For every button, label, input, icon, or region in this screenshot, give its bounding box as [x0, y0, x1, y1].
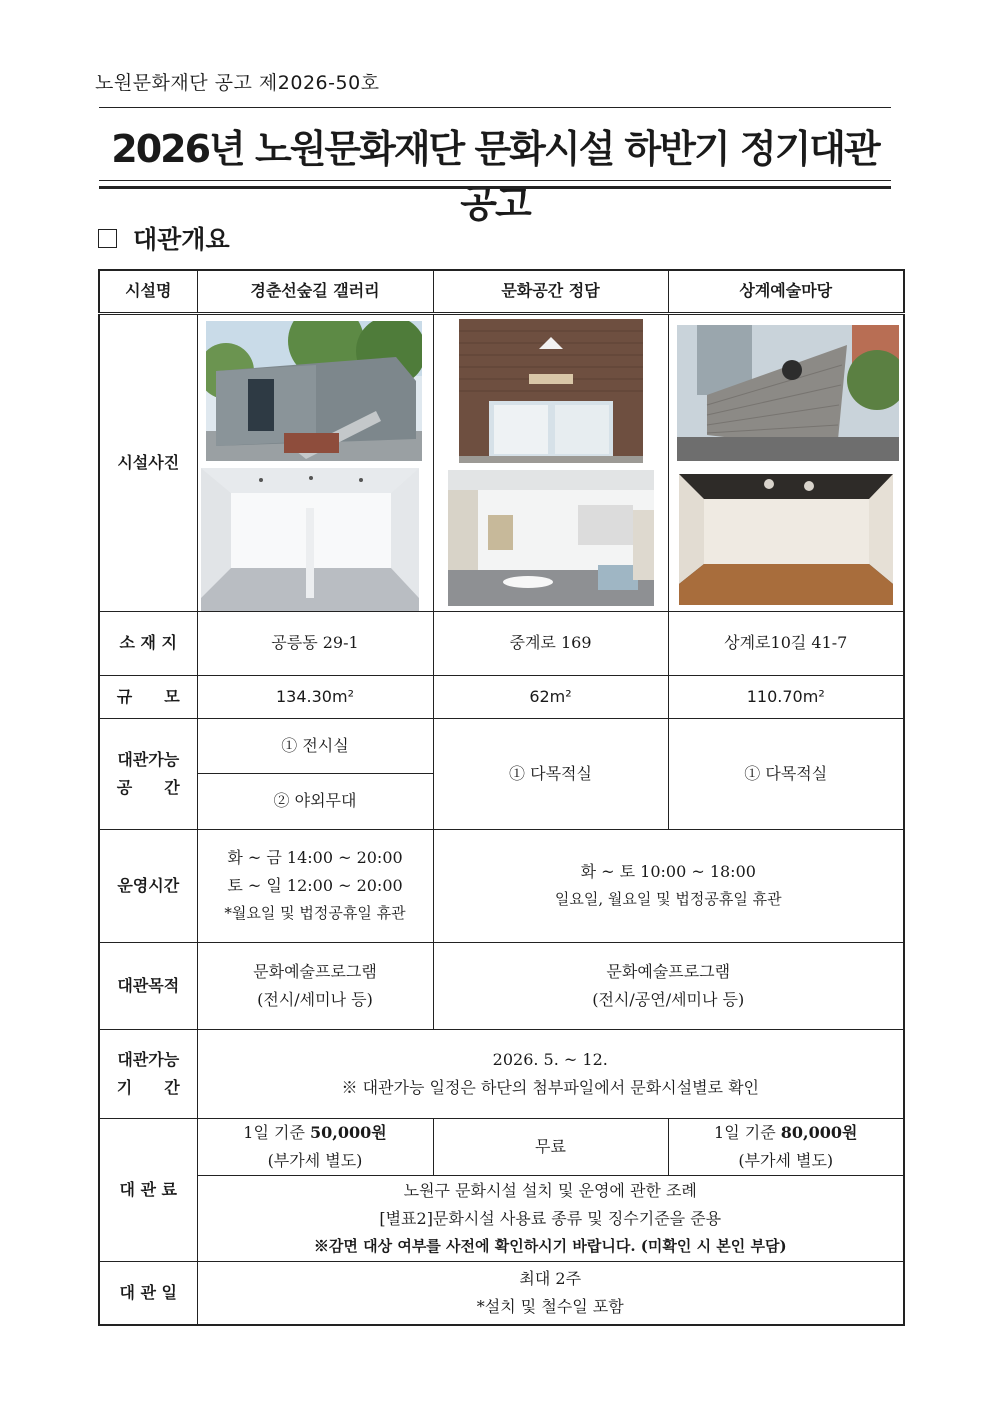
purpose-gallery	[197, 942, 433, 1029]
photo-gallery-exterior	[206, 321, 422, 461]
fee-sanggye-amount-line	[669, 1119, 904, 1147]
row-label-days: 대 관 일	[99, 1261, 197, 1325]
fee-jeongdam: 무료	[433, 1118, 668, 1175]
rental-days-max: 최대 2주	[519, 1268, 582, 1288]
space-jeongdam: ① 다목적실	[433, 718, 668, 829]
hours-gallery-weekday: 화 ~ 금 14:00 ~ 20:00	[227, 848, 403, 868]
row-label-hours: 운영시간	[99, 829, 197, 942]
col-header-facility: 시설명	[99, 270, 197, 313]
hours-others	[433, 829, 904, 942]
row-label-photos: 시설사진	[99, 313, 197, 611]
photo-sanggye-interior	[679, 474, 893, 605]
row-label-period-line1: 대관가능	[117, 1049, 180, 1069]
row-label-fee: 대 관 료	[99, 1118, 197, 1261]
fee-gallery-note: (부가세 별도)	[267, 1150, 363, 1170]
fee-gallery-amount-line	[198, 1119, 433, 1147]
title-divider-bottom	[99, 180, 891, 181]
fee-rules-line1: 노원구 문화시설 설치 및 운영에 관한 조례	[403, 1180, 697, 1200]
fee-row-1	[99, 1118, 904, 1175]
photo-jeongdam-exterior	[459, 319, 643, 463]
location-gallery: 공릉동 29-1	[197, 611, 433, 675]
size-gallery: 134.30m²	[197, 675, 433, 718]
fee-gallery-prefix: 1일 기준	[243, 1122, 311, 1142]
space-gallery-1: ① 전시실	[197, 718, 433, 773]
title-divider-bottom-thick	[99, 186, 891, 189]
fee-rules	[197, 1175, 904, 1261]
purpose-others-line1: 문화예술프로그램	[606, 961, 731, 981]
notice-number: 노원문화재단 공고 제2026-50호	[95, 72, 380, 94]
hours-others-closed: 일요일, 월요일 및 법정공휴일 휴관	[554, 890, 782, 909]
facility-name-gallery: 경춘선숲길 갤러리	[197, 270, 433, 313]
row-label-size: 규 모	[99, 675, 197, 718]
size-sanggye: 110.70m²	[668, 675, 904, 718]
row-label-space-line2: 공 간	[116, 777, 180, 797]
section-heading	[98, 220, 230, 256]
location-sanggye: 상계로10길 41-7	[668, 611, 904, 675]
days-row	[99, 1261, 904, 1325]
section-heading-text: 대관개요	[133, 225, 230, 254]
photos-jeongdam	[433, 313, 668, 611]
row-label-location: 소 재 지	[99, 611, 197, 675]
facility-name-jeongdam: 문화공간 정담	[433, 270, 668, 313]
space-row-1	[99, 718, 904, 773]
rental-period-range: 2026. 5. ~ 12.	[492, 1049, 608, 1069]
location-row	[99, 611, 904, 675]
space-gallery-2: ② 야외무대	[197, 773, 433, 829]
checkbox-square-icon	[98, 229, 117, 248]
fee-rules-line2: [별표2]문화시설 사용료 종류 및 징수기준을 준용	[379, 1208, 722, 1228]
size-jeongdam: 62m²	[433, 675, 668, 718]
table-header-row	[99, 270, 904, 313]
fee-sanggye-amount: 80,000원	[780, 1122, 858, 1142]
rental-period-note: ※ 대관가능 일정은 하단의 첨부파일에서 문화시설별로 확인	[341, 1077, 759, 1097]
purpose-others	[433, 942, 904, 1029]
size-row	[99, 675, 904, 718]
page-title: 2026년 노원문화재단 문화시설 하반기 정기대관 공고	[111, 127, 879, 226]
hours-gallery-weekend: 토 ~ 일 12:00 ~ 20:00	[227, 876, 403, 896]
row-label-purpose: 대관목적	[99, 942, 197, 1029]
hours-row	[99, 829, 904, 942]
hours-gallery-closed: *월요일 및 법정공휴일 휴관	[224, 904, 406, 923]
purpose-gallery-line1: 문화예술프로그램	[253, 961, 377, 981]
period-row	[99, 1029, 904, 1118]
purpose-others-line2: (전시/공연/세미나 등)	[592, 989, 745, 1009]
fee-gallery-amount: 50,000원	[310, 1122, 387, 1142]
photos-sanggye	[668, 313, 904, 611]
photos-gallery	[197, 313, 433, 611]
fee-sanggye-note: (부가세 별도)	[738, 1150, 834, 1170]
space-sanggye: ① 다목적실	[668, 718, 904, 829]
facility-name-sanggye: 상계예술마당	[668, 270, 904, 313]
photo-gallery-interior	[201, 468, 419, 611]
row-label-period	[99, 1029, 197, 1118]
rental-days	[197, 1261, 904, 1325]
rental-overview-table	[98, 269, 905, 1326]
fee-row-2	[99, 1175, 904, 1261]
fee-gallery	[197, 1118, 433, 1175]
location-jeongdam: 중계로 169	[433, 611, 668, 675]
rental-days-note: *설치 및 철수일 포함	[476, 1296, 624, 1316]
photo-sanggye-exterior	[677, 325, 899, 461]
photo-jeongdam-interior	[448, 470, 654, 606]
photos-row	[99, 313, 904, 611]
fee-sanggye-prefix: 1일 기준	[714, 1122, 781, 1142]
purpose-gallery-line2: (전시/세미나 등)	[257, 989, 373, 1009]
rental-period	[197, 1029, 904, 1118]
fee-rules-note: ※감면 대상 여부를 사전에 확인하시기 바랍니다. (미확인 시 본인 부담)	[313, 1236, 787, 1255]
fee-sanggye	[668, 1118, 904, 1175]
hours-others-open: 화 ~ 토 10:00 ~ 18:00	[580, 862, 756, 882]
row-label-period-line2: 기 간	[116, 1077, 180, 1097]
hours-gallery	[197, 829, 433, 942]
title-divider-top	[99, 107, 891, 108]
purpose-row	[99, 942, 904, 1029]
row-label-space-line1: 대관가능	[117, 749, 180, 769]
row-label-space	[99, 718, 197, 829]
